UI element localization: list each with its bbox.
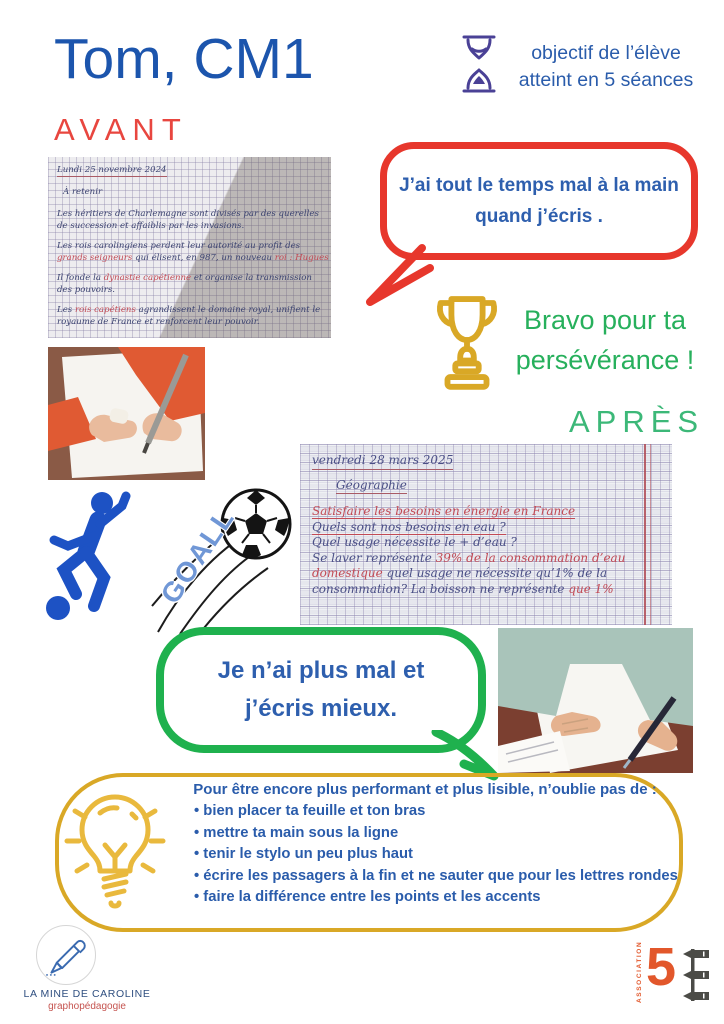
tip-item: • écrire les passagers à la fin et ne sauter que pour les lettres rondes [194, 866, 680, 888]
pencil-icon [43, 932, 89, 978]
before-speech-bubble [380, 142, 698, 260]
speech-line: J’ai tout le temps mal à la main [399, 175, 679, 196]
page-title: Tom, CM1 [54, 27, 314, 91]
notebook-line: domestique quel usage ne nécessite qu’1% de la [312, 566, 608, 580]
association-logo [636, 937, 712, 1008]
notebook-line: Les rois capétiens agrandissent le domaine royal, unifient le royaume de France et renforcent leur pouvoir. [57, 305, 321, 327]
objective-text [502, 40, 710, 94]
association-label: ASSOCIATION [636, 940, 643, 1003]
after-heading: APRÈS [569, 404, 705, 439]
speech-tail-icon [358, 244, 438, 308]
notebook-date: vendredi 28 mars 2025 [312, 453, 453, 470]
praise-line1: Bravo pour ta [523, 305, 687, 335]
trophy-icon [428, 292, 506, 392]
speech-line: quand j’écris . [475, 206, 603, 227]
notebook-heading: À retenir [63, 187, 103, 197]
lightbulb-icon [62, 781, 168, 923]
goal-text: GOALL [154, 502, 241, 610]
tips-title: Pour être encore plus performant et plus lisible, n’oublie pas de : [193, 781, 657, 798]
notebook-line: Quels sont nos besoins en eau ? [312, 519, 506, 534]
notebook-line: Satisfaire les besoins en énergie en France [312, 504, 576, 518]
soccer-player-icon [34, 488, 156, 624]
praise-text [501, 300, 709, 380]
after-notebook-photo [300, 444, 672, 625]
speech-line: Je n’ai plus mal et [217, 657, 425, 684]
tip-item: • faire la différence entre les points et les accents [194, 887, 680, 909]
tip-item: • mettre ta main sous la ligne [194, 823, 680, 845]
after-writing-photo [498, 628, 693, 773]
notebook-line: Se laver représente 39% de la consommation d’eau [312, 550, 626, 565]
tips-list [170, 801, 680, 909]
tips-content [170, 781, 680, 909]
before-heading: AVANT [54, 112, 188, 147]
before-notebook-photo [48, 157, 331, 338]
pencils-e-icon [683, 949, 709, 1001]
brand-logo [36, 925, 96, 985]
objective-line1: objectif de l’élève [531, 42, 681, 64]
hourglass-icon [458, 34, 500, 94]
notebook-line: Quel usage nécessite le + d’eau ? [312, 535, 517, 549]
notebook-line: Il fonde la dynastie capétienne et organise la transmission des pouvoirs. [57, 273, 312, 295]
notebook-line: Les rois carolingiens perdent leur autorité au profit des grands seigneurs qui élisent, en 987, un nouveau roi : Hugues [57, 241, 329, 263]
tip-item: • tenir le stylo un peu plus haut [194, 844, 680, 866]
brand-tagline: graphopédagogie [48, 1001, 126, 1012]
goal-illustration [150, 484, 296, 634]
tip-item: • bien placer ta feuille et ton bras [194, 801, 680, 823]
praise-line2: persévérance ! [515, 345, 695, 375]
brand-name: LA MINE DE CAROLINE [23, 988, 151, 1000]
notebook-line: Les héritiers de Charlemagne sont divisés par des querelles de succession et affaiblis par les invasions. [57, 209, 319, 231]
objective-line2: atteint en 5 séances [518, 69, 694, 91]
notebook-line: consommation? La boisson ne représente que 1% [312, 581, 614, 596]
speech-line: j’écris mieux. [244, 695, 398, 722]
before-writing-photo [48, 347, 205, 480]
notebook-date: Lundi 25 novembre 2024 [57, 165, 167, 175]
association-number: 5 [646, 937, 677, 997]
notebook-subject: Géographie [336, 478, 407, 495]
